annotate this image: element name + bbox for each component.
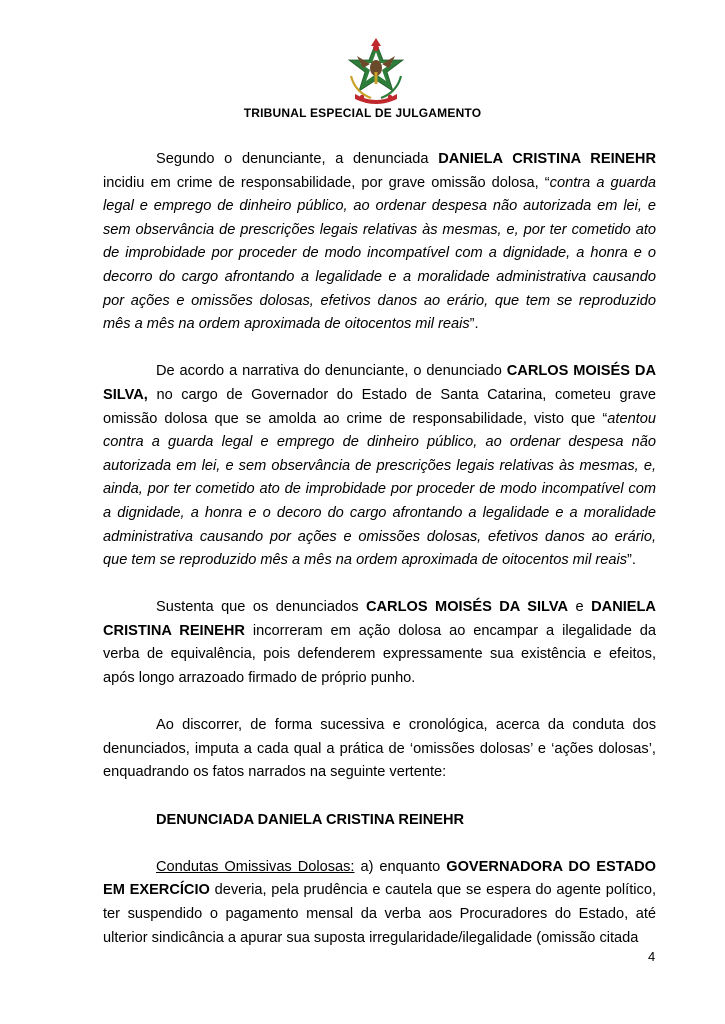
section-heading: DENUNCIADA DANIELA CRISTINA REINEHR	[156, 811, 465, 828]
defendant-name: CARLOS MOISÉS DA SILVA,	[103, 363, 656, 403]
text: no cargo de Governador do Estado de Santa Catarina, cometeu grave omissão dolosa que se amolda ao crime de responsabilidade, visto que “	[103, 386, 656, 427]
defendant-name: CARLOS MOISÉS DA SILVA	[365, 599, 569, 616]
subheading-label: Condutas Omissivas Dolosas:	[156, 858, 355, 875]
paragraph-2	[103, 360, 656, 572]
text: Ao discorrer, de forma sucessiva e cronológica, acerca da conduta dos denunciados, imputa a cada qual a prática de ‘omissões dolosas’ e ‘ações dolosas’, enquadrando os fatos narrados na seguinte vertente:	[103, 717, 656, 781]
text: ”.	[469, 316, 479, 333]
defendant-name: DANIELA CRISTINA REINEHR	[438, 151, 656, 167]
defendant-name: DANIELA CRISTINA REINEHR	[103, 599, 656, 639]
quoted-accusation: contra a guarda legal e emprego de dinheiro público, ao ordenar despesa não autorizada em lei, e sem observância de prescrições legais relativas às mesmas, e, por ter cometido ato de improbidade por proceder de modo incompatível com a dignidade, a honra e o decorro do cargo afrontando a legalidade e a moralidade administrativa causando por ações e omissões dolosas, efetivos danos ao erário, que tem se reproduzido mês a mês na ordem aproximada de oitocentos mil reais	[103, 174, 656, 333]
text: ”.	[627, 552, 636, 569]
text: incidiu em crime de responsabilidade, por grave omissão dolosa, “	[103, 174, 550, 191]
text: Sustenta que os denunciados	[156, 599, 366, 616]
text: Segundo o denunciante, a denunciada	[156, 151, 439, 167]
text: e	[568, 599, 592, 616]
quoted-accusation: atentou contra a guarda legal e emprego de dinheiro público, ao ordenar despesa não autorizada em lei, e sem observância de prescrições legais relativas às mesmas, e, ainda, por ter cometido ato de improbidade por proceder de modo incompatível com a dignidade, a honra e o decoro do cargo afrontando a legalidade e a moralidade administrativa causando por ações e omissões dolosas, efetivos danos ao erário, que tem se reproduzido mês a mês na ordem aproximada de oitocentos mil reais	[103, 410, 656, 569]
state-coat-of-arms-logo	[341, 36, 411, 106]
role-title: GOVERNADORA DO ESTADO EM EXERCÍCIO	[103, 858, 656, 899]
paragraph-5	[103, 856, 656, 950]
text: De acordo a narrativa do denunciante, o denunciado	[156, 363, 507, 380]
paragraph-1	[103, 148, 656, 337]
text: deveria, pela prudência e cautela que se espera do agente político, ter suspendido o pagamento mensal da verba aos Procuradores do Estado, até ulterior sindicância a apurar sua suposta irregularidade/ilegalidade (omissão citada	[103, 882, 656, 946]
page-number: 4	[648, 949, 656, 964]
institution-name: TRIBUNAL ESPECIAL DE JULGAMENTO	[243, 106, 482, 120]
paragraph-3	[103, 596, 656, 690]
paragraph-4	[103, 714, 656, 785]
document-body	[103, 148, 656, 950]
text: incorreram em ação dolosa ao encampar a ilegalidade da verba de equivalência, pois defenderem expressamente sua existência e efeitos, após longo arrazoado firmado de próprio punho.	[103, 622, 656, 687]
text: a) enquanto	[354, 858, 447, 875]
